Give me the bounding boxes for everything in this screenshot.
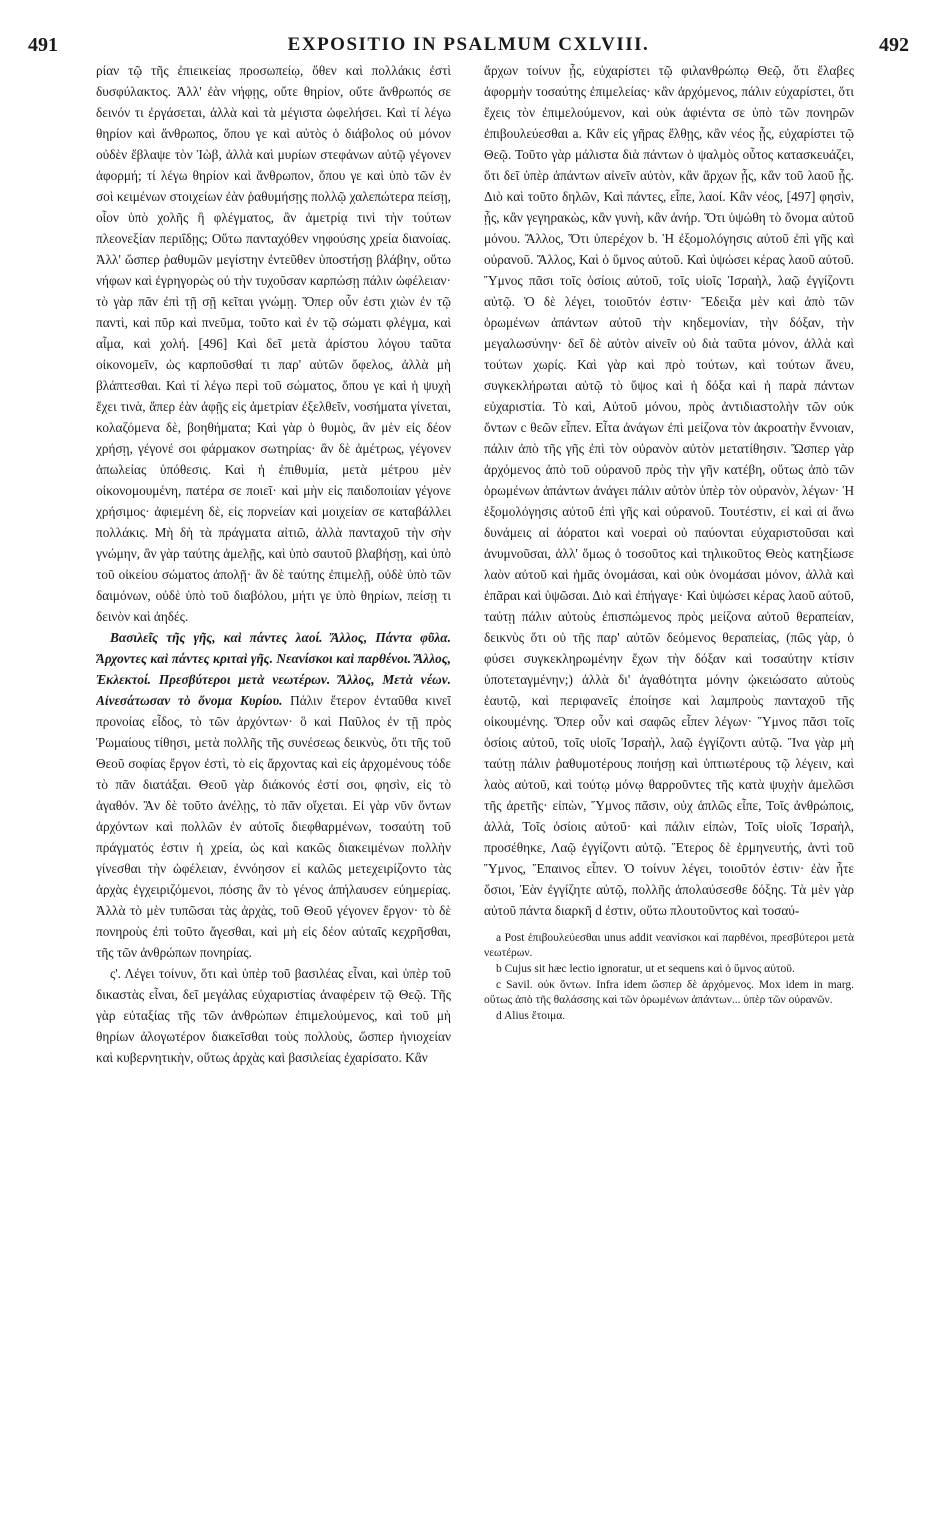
footnote-c: c Savil. οὐκ ὄντων. Infra idem ὥσπερ δὲ ἀρχόμενος. Mox idem in marg. οὕτως ἀπὸ τῆς θαλάσσης καὶ τῶν ὁρωμένων ἁπάντων... ὑπὲρ τῶν οὐρανῶν. [484, 979, 854, 1006]
right-paragraph-1: ἄρχων τοίνυν ᾖς, εὐχαρίστει τῷ φιλανθρώπῳ Θεῷ, ὅτι ἔλαβες ἀφορμὴν τοσαύτης ἐπιμελείας· κἂν ἀρχόμενος, πάλιν εὐχαρίστει, ὅτι ἔχεις τὸν ἐπιμελούμενον, καὶ οὐκ ἀφιέντα σε ὑπὸ τῶν πονηρῶν ἐπιβουλεύεσθαι a. Κἂν εἰς γῆρας ἔλθῃς, κἂν νέος ᾖς, εὐχαρίστει τῷ Θεῷ. Τοῦτο γὰρ μάλιστα διὰ πάντων ὁ ψαλμὸς οὗτος κατασκευάζει, ὅτι δεῖ ὑπὲρ ἁπάντων αἰνεῖν αὐτὸν, κἂν ἄρχων ᾖς, κἂν τοῦ λαοῦ ᾖς. Διὸ καὶ τοῦτο δηλῶν, Καὶ πάντες, εἶπε, λαοί. Κἂν νέος, [497] φησὶν, ᾖς, κἂν γεγηρακὼς, κἂν γυνὴ, κἂν ἀνήρ. Ὅτι ὑψώθη τὸ ὄνομα αὐτοῦ μόνου. Ἄλλος, Ὅτι ὑπερέχον b. Ἡ ἐξομολόγησις αὐτοῦ ἐπὶ γῆς καὶ οὐρανοῦ. Ἄλλος, Καὶ ὁ ὕμνος αὐτοῦ. Καὶ ὑψώσει κέρας λαοῦ αὐτοῦ. Ὕμνος πᾶσι τοῖς ὁσίοις αὐτοῦ, τοῖς υἱοῖς Ἰσραὴλ, λαῷ ἐγγίζοντι αὐτῷ. Ὁ δὲ λέγει, τοιοῦτόν ἐστιν· Ἔδειξα μὲν καὶ ἀπὸ τῶν ὁρωμένων ἁπάντων αὐτοῦ τὴν κηδεμονίαν, τὴν δόξαν, τὴν μεγαλωσύνην· δεῖ δὲ αὐτὸν αἰνεῖν οὐ διὰ ταῦτα μόνον, ἀλλὰ καὶ τούτων χωρίς. Καὶ γὰρ καὶ πρὸ τούτων, καὶ τούτων ἄνευ, συγκεκλήρωται αὐτῷ τὸ ὕψος καὶ ἡ δόξα καὶ ἡ παρὰ πάντων εὐχαριστία. Τὸ καὶ, Αὐτοῦ μόνου, πρὸς ἀντιδιαστολὴν τῶν οὐκ ὄντων c θεῶν εἶπεν. Εἶτα ἀνάγων ἐπὶ μείζονα τὸν ἀκροατὴν ἔννοιαν, πάλιν ἀπὸ τῆς γῆς ἐπὶ τὸν οὐρανὸν αὐτὸν μετατίθησιν. Ὥσπερ γὰρ ἀρχόμενος ἀπὸ τοῦ οὐρανοῦ πρὸς τὴν γῆν κατέβη, οὕτως ἀπὸ τῶν ὁρωμένων ἁπάντων ἀνάγει πάλιν αὐτὸν ὑπὲρ τὸν οὐρανὸν, λέγων· Ἡ ἐξομολόγησις αὐτοῦ ἐπὶ γῆς καὶ οὐρανοῦ. Τουτέστιν, εἰ καὶ αἱ ἄνω δυνάμεις αἱ ἀόρατοι καὶ νοεραὶ οὐ παύονται εὐχαριστοῦσαι καὶ ἀνυμνοῦσαι, ἀλλ' ὅμως ὁ τοσοῦτος καὶ τηλικοῦτος Θεὸς κατηξίωσε λαὸν αὐτοῦ καὶ ἡμᾶς ὀνομάσαι, καὶ οὐκ ὀνομάσαι μόνον, ἀλλὰ καὶ ἐπᾶραι καὶ ὑψῶσαι. Διὸ καὶ ἐπήγαγε· Καὶ ὑψώσει κέρας λαοῦ αὐτοῦ, ταύτῃ πάλιν αὐτοὺς ἐπισπώμενος πρὸς μείζονα αὐτοῦ θεραπείαν, δεικνὺς ὅτι οὐ τῆς παρ' αὐτῶν δεόμενος θεραπείας, (πῶς γὰρ, ὁ φύσει συγκεκληρωμένην ἔχων τὴν δόξαν καὶ τοσαύτην κτίσιν ὑποτεταγμένην;) ἀλλὰ δι' ἀγαθότητα μόνην ᾠκειώσατο αὐτοὺς ἑαυτῷ, καὶ περιφανεῖς ἐποίησε καὶ λαμπροὺς πανταχοῦ τῆς οἰκουμένης. Ὅπερ οὖν καὶ σαφῶς εἶπεν λέγων· Ὕμνος πᾶσι τοῖς ὁσίοις αὐτοῦ, τοῖς υἱοῖς Ἰσραὴλ, λαῷ ἐγγίζοντι αὐτῷ. Ἵνα γὰρ μὴ ταύτῃ πάλιν ῥαθυμοτέρους ποιήσῃ καὶ ὑπτιωτέρους τῷ λέγειν, καὶ λαὸς αὐτοῦ, καὶ τούτῳ μόνῳ θαρροῦντες τῆς κατὰ ψυχὴν ἀμελῶσι τῆς ἀρετῆς· εἰπὼν, Ὕμνος πᾶσιν, οὐχ ἁπλῶς εἶπε, Τοῖς ἀνθρώποις, ἀλλὰ, Τοῖς ὁσίοις αὐτοῦ· καὶ πάλιν εἰπὼν, Τοῖς υἱοῖς Ἰσραὴλ, προσέθηκε, Λαῷ ἐγγίζοντι αὐτῷ. Ἕτερος δὲ ἑρμηνευτής, ἀντὶ τοῦ Ὕμνος, Ἔπαινος εἶπεν. Ὁ τοίνυν λέγει, τοιοῦτόν ἐστιν· ἐὰν ἦτε ὅσιοι, Ἐὰν ἐγγίζητε αὐτῷ, πολλῆς ἀπολαύσεσθε δόξης. Τὰ μὲν γὰρ αὐτοῦ πάντα διαρκῆ d ἐστιν, οὕτω πλουτοῦντος καὶ τοσαύ- [484, 63, 854, 918]
page-number-right: 492 [878, 33, 909, 56]
left-column [96, 60, 451, 1514]
footnotes [484, 927, 854, 1024]
right-column [484, 60, 854, 1514]
footnote-d: d Alius ἔτοιμα. [496, 1010, 566, 1022]
left-paragraph-3: ς'. Λέγει τοίνυν, ὅτι καὶ ὑπὲρ τοῦ βασιλέας εἶναι, καὶ ὑπὲρ τοῦ δικαστὰς εἶναι, δεῖ μεγάλας εὐχαριστίας ἀναφέρειν τῷ Θεῷ. Τῆς γὰρ εὐταξίας τῆς τῶν ἀνθρώπων ἐπιμελούμενος, καὶ τοῦ μὴ θηρίων ἀλογωτέρον διακεῖσθαι τοὺς πολλοὺς, ὥσπερ ἡνιοχείαν καὶ κυβερνητικὴν, οὕτως ἀρχὰς καὶ βασιλείας ἐχαρίσατο. Κἂν [96, 966, 451, 1065]
left-paragraph-2 [96, 627, 451, 963]
psalm-lemma: Βασιλεῖς τῆς γῆς, καὶ πάντες λαοί. Ἄλλος, Πάντα φῦλα. Ἄρχοντες καὶ πάντες κριταὶ γῆς. Νεανίσκοι καὶ παρθένοι. Ἄλλος, Ἐκλεκτοί. Πρεσβύτεροι μετὰ νεωτέρων. Ἄλλος, Μετὰ νέων. Αἰνεσάτωσαν τὸ ὄνομα Κυρίου. [96, 630, 451, 708]
left-paragraph-2-text: Πάλιν ἕτερον ἐνταῦθα κινεῖ προνοίας εἶδος, τὸ τῶν ἀρχόντων· ὃ καὶ Παῦλος ἐν τῇ πρὸς Ῥωμαίους τίθησι, μετὰ πολλῆς τῆς συνέσεως δεικνὺς, ὅτι τῆς τοῦ Θεοῦ σοφίας ἔργον ἐστὶ, τὸ εἰς ἄρχοντας καὶ εἰς ἀρχομένους τόδε τὸ πᾶν διατάξαι. Θεοῦ γὰρ διάκονός ἐστί σοι, φησὶν, εἰς τὸ ἀγαθόν. Ἂν δὲ τοῦτο ἀνέλῃς, τὸ πᾶν οἴχεται. Εἰ γὰρ νῦν ὄντων ἀρχόντων καὶ πολλῶν ἐν αὐτοῖς διεφθαρμένων, τοσαύτη τοῦ πράγματός ἐστιν ἡ χρεία, ὡς καὶ κακῶς διακειμένων πολλὴν γίνεσθαι τὴν ὠφέλειαν, ἐννόησον εἰ καλῶς μετεχειρίζοντο τὰς ἀρχὰς ἐγχειριζόμενοι, πόσης ἂν τὸ γένος ἀπήλαυσεν εὐημερίας. Ἀλλὰ τὸ μὲν τυπῶσαι τὰς ἀρχὰς, τοῦ Θεοῦ γέγονεν ἔργον· τὸ δὲ πονηροὺς ἐπὶ τοῦτο ἄγεσθαι, καὶ μὴ εἰς δέον αὐταῖς κεχρῆσθαι, τῆς τῶν ἀνθρώπων πονηρίας. [96, 693, 451, 960]
left-paragraph-1: ρίαν τῷ τῆς ἐπιεικείας προσωπείῳ, ὅθεν καὶ πολλάκις ἐστὶ δυσφύλακτος. Ἀλλ' ἐὰν νήφῃς, οὔτε θηρίον, οὔτε ἄνθρωπός σε δεινόν τι ἐργάσεται, ἀλλὰ καὶ τὰ μέγιστα ὠφελήσει. Καὶ τί λέγω θηρίον καὶ ἄνθρωπος, ὅπου γε καὶ αὐτὸς ὁ διάβολος οὐ μόνον οὐδὲν ἔβλαψε τὸν Ἰὼβ, ἀλλὰ καὶ μυρίων στεφάνων αὐτῷ γέγονεν ἀφορμή; τί λέγω θηρίον καὶ ἄνθρωπον, ὅπου γε καὶ ὑπὸ τῶν ἐν σοὶ κειμένων στοιχείων ἐὰν ῥαθυμήσῃς πολλῷ χαλεπώτερα πείσῃ, οἷον ὑπὸ χολῆς ἢ φλέγματος, ἂν ἀμετρίᾳ τινὶ τὴν τούτων πλεονεξίαν περιΐδῃς; Οὕτω πανταχόθεν νηφούσης χρεία διανοίας. Ἀλλ' ὥσπερ ῥαθυμῶν μεγίστην ἐντεῦθεν ὑποστήσῃ βλάβην, οὕτω νήφων καὶ ἐγρηγορὼς οὐ τὴν τυχοῦσαν καρπώσῃ πάλιν ὠφέλειαν· τὸ γὰρ πᾶν ἐπὶ τῇ σῇ κεῖται γνώμῃ. Ὅπερ οὖν ἐστι χιὼν ἐν τῷ παντὶ, καὶ πῦρ καὶ πνεῦμα, τοῦτο καὶ ἐν τῷ σώματι φλέγμα, καὶ αἷμα, καὶ χολή. [496] Καὶ δεῖ μετὰ ἀρίστου λόγου ταῦτα οἰκονομεῖν, ὡς καρποῦσθαί τι παρ' αὐτῶν ὄφελος, ἀλλὰ μὴ βλάπτεσθαι. Καὶ τί λέγω περὶ τοῦ σώματος, ὅπου γε καὶ ἡ ψυχὴ ἔχει τινὰ, ἅπερ ἐὰν ἀφῇς εἰς ἀμετρίαν ἐξελθεῖν, νοσήματα γίνεται, κολαζόμενα δὲ, βοηθήματα; Καὶ γὰρ ὁ θυμὸς, ἂν μὲν εἰς δέον χρήσῃ, γέγονέ σοι φάρμακον σωτηρίας· ἂν δὲ ἀμέτρως, γέγονεν ἀπωλείας ὑπόθεσις. Καὶ ἡ ἐπιθυμία, μετὰ μέτρου μὲν οἰκονομουμένη, πατέρα σε ποιεῖ· καὶ μὴν εἰς παιδοποιίαν γέγονε χρήσιμος· ἀφιεμένη δὲ, εἰς πορνείαν καὶ μοιχείαν σε καταβάλλει πολλάκις. Μὴ δὴ τὰ πράγματα αἰτιῶ, ἀλλὰ πανταχοῦ τὴν σὴν γνώμην, ἂν γὰρ ταύτης ἀμελῇς, καὶ ὑπὸ σαυτοῦ βλαβήσῃ, καὶ ὑπὸ τοῦ οἰκείου σώματος ἀπολῇ· ἂν δὲ ταύτης ἐπιμελῇ, οὐδὲ ὑπὸ τῶν δαιμόνων, οὐδὲ ὑπὸ τοῦ διαβόλου, μήτι γε ὑπὸ θηρίων, πείσῃ τι δεινὸν καὶ ἀηδές. [96, 63, 451, 624]
footnote-b: b Cujus sit hæc lectio ignoratur, ut et sequens καὶ ὁ ὕμνος αὐτοῦ. [496, 963, 795, 975]
footnote-a: a Post ἐπιβουλεύεσθαι unus addit νεανίσκοι καὶ παρθένοι, πρεσβύτεροι μετὰ νεωτέρων. [484, 932, 854, 959]
running-title: EXPOSITIO IN PSALMUM CXLVIII. [287, 34, 650, 55]
running-header [28, 30, 909, 60]
page-number-left: 491 [28, 33, 58, 56]
